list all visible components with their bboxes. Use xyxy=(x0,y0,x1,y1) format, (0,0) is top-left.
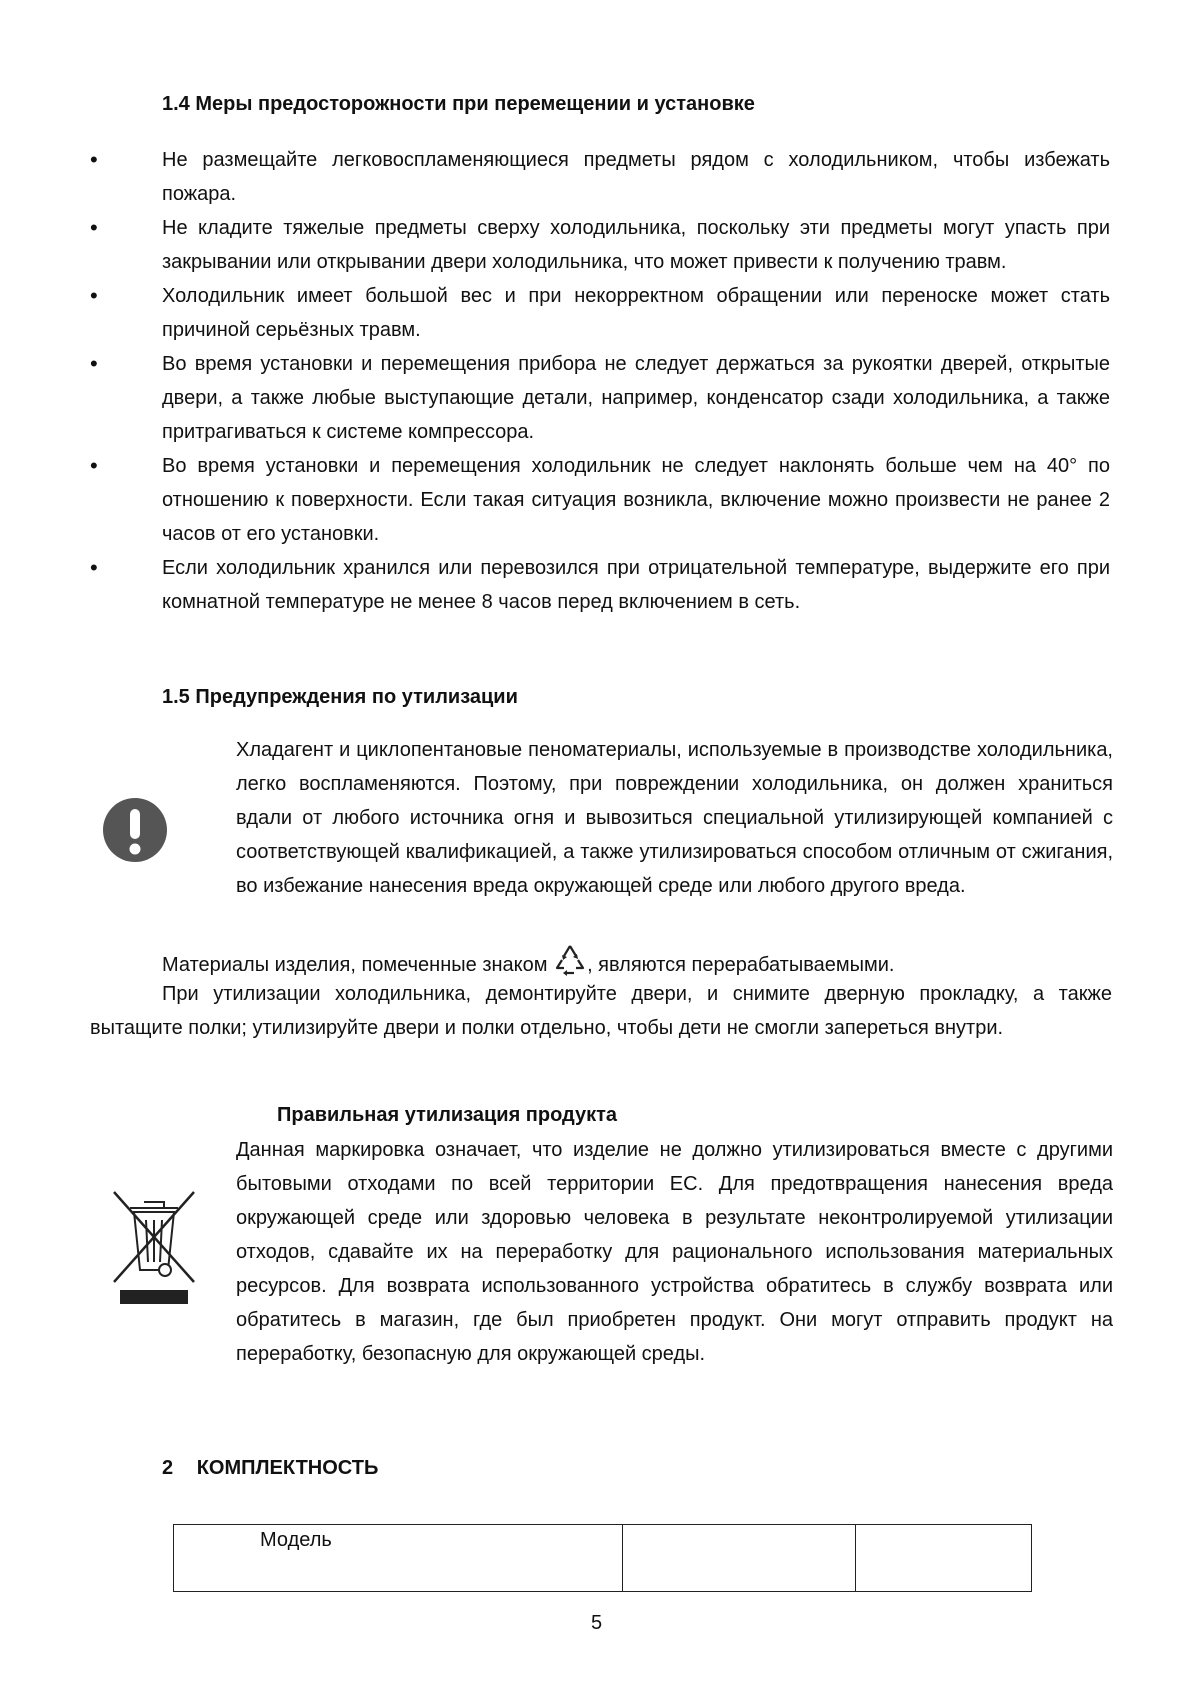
kit-table xyxy=(173,1524,1032,1592)
disposal-text: При утилизации холодильника, демонтируйте двери, и снимите дверную прокладку, а также вытащите полки; утилизируйте двери и полки отдельно, чтобы дети не смогли запереться внутри. xyxy=(90,983,1112,1039)
table-cell xyxy=(623,1525,856,1592)
list-item: • Во время установки и перемещения холодильник не следует наклонять больше чем на 40° по отношению к поверхности. Если такая ситуация возникла, включение можно произвести не ранее 2 часов от его установки. xyxy=(90,449,1110,551)
recycle-note-after: , являются перерабатываемыми. xyxy=(587,954,895,976)
list-item: • Холодильник имеет большой вес и при некорректном обращении или переноске может стать причиной серьёзных травм. xyxy=(90,279,1110,347)
section-2-number: 2 xyxy=(162,1457,174,1479)
proper-disposal-heading: Правильная утилизация продукта xyxy=(277,1104,618,1126)
weee-crossed-bin-icon xyxy=(110,1188,198,1306)
list-item: • Не размещайте легковоспламеняющиеся предметы рядом с холодильником, чтобы избежать пожара. xyxy=(90,143,1110,211)
table-cell-model: Модель xyxy=(174,1525,623,1592)
recycle-note-before: Материалы изделия, помеченные знаком xyxy=(162,954,554,976)
precautions-list xyxy=(90,143,1110,619)
section-1-5-heading: 1.5 Предупреждения по утилизации xyxy=(162,686,518,708)
proper-disposal-text: Данная маркировка означает, что изделие не должно утилизироваться вместе с другими бытовыми отходами по всей территории ЕС. Для предотвращения нанесения вреда окружающей среде или здоровью человека в результате неконтролируемой утилизации отходов, сдавайте их на переработку для рационального использования материальных ресурсов. Для возврата использованного устройства обратитесь в службу возврата или обратитесь в магазин, где был приобретен продукт. Они могут отправить продукт на переработку, безопасную для окружающей среды. xyxy=(236,1139,1113,1365)
section-2-title: КОМПЛЕКТНОСТЬ xyxy=(196,1457,379,1479)
page-number: 5 xyxy=(590,1612,603,1634)
recycle-icon xyxy=(553,943,587,977)
section-2-heading xyxy=(162,1457,378,1480)
list-item: • Если холодильник хранился или перевозился при отрицательной температуре, выдержите его при комнатной температуре не менее 8 часов перед включением в сеть. xyxy=(90,551,1110,619)
warning-text: Хладагент и циклопентановые пеноматериалы, используемые в производстве холодильника, легко воспламеняются. Поэтому, при повреждении холодильника, он должен храниться вдали от любого источника огня и вывозиться специальной утилизирующей компанией с соответствующей квалификацией, а также утилизироваться способом отличным от сжигания, во избежание нанесения вреда окружающей среде или любого другого вреда. xyxy=(236,739,1113,897)
list-item: • Не кладите тяжелые предметы сверху холодильника, поскольку эти предметы могут упасть при закрывании или открывании двери холодильника, что может привести к получению травм. xyxy=(90,211,1110,279)
warning-exclamation-icon xyxy=(102,797,168,863)
table-cell xyxy=(856,1525,1032,1592)
list-item: • Во время установки и перемещения прибора не следует держаться за рукоятки дверей, открытые двери, а также любые выступающие детали, например, конденсатор сзади холодильника, а также притрагиваться к системе компрессора. xyxy=(90,347,1110,449)
table-row xyxy=(174,1525,1032,1592)
section-1-4-heading: 1.4 Меры предосторожности при перемещении и установке xyxy=(162,93,755,115)
